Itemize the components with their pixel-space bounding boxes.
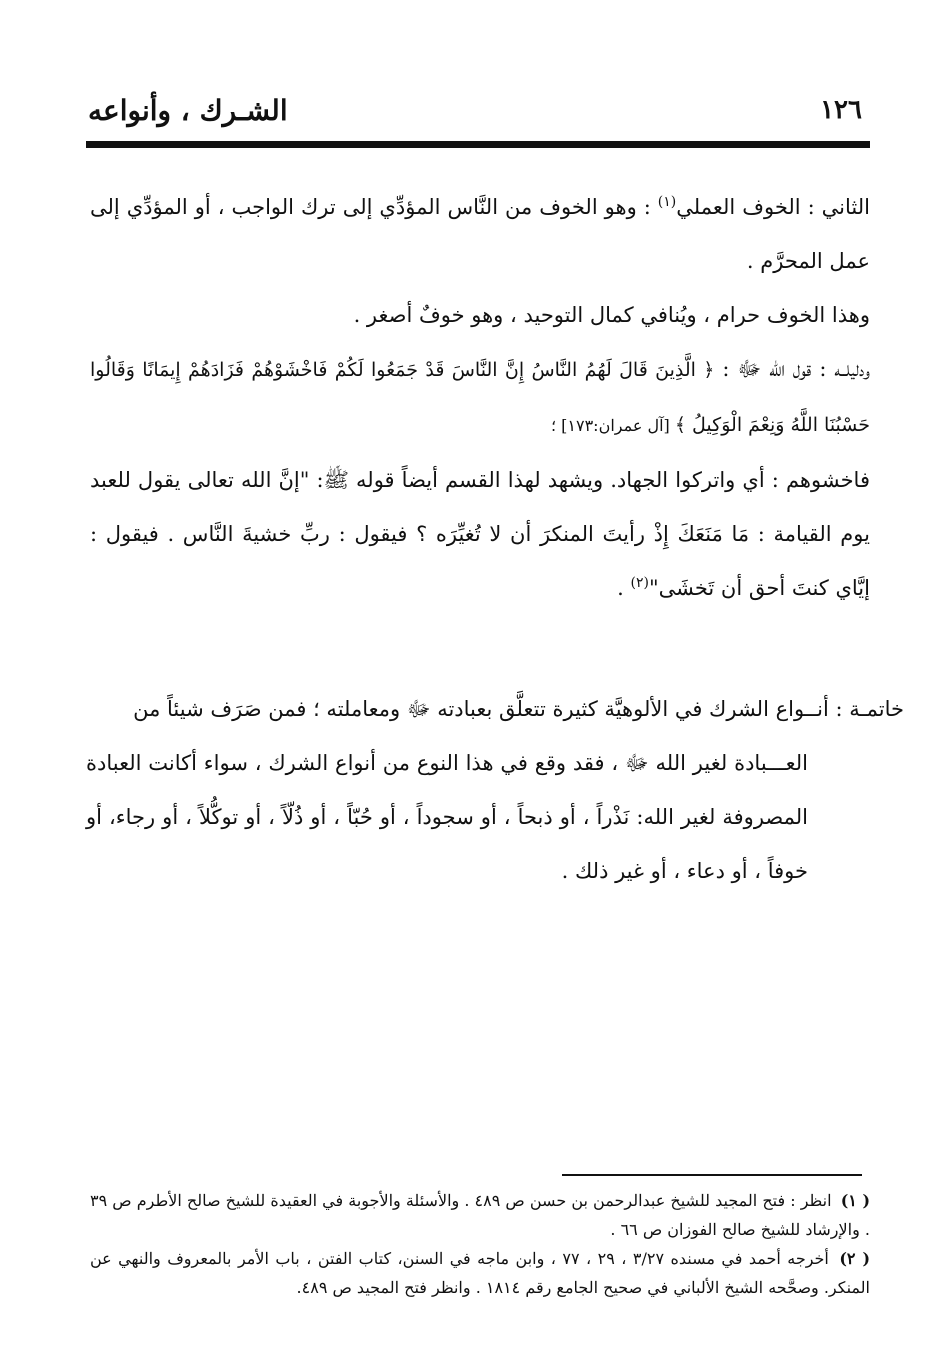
conclusion-section	[86, 682, 904, 898]
paragraph-text: الثاني : الخوف العملي	[676, 195, 870, 219]
running-title: الشـرك ، وأنواعه	[88, 93, 288, 127]
footnotes	[90, 1186, 870, 1302]
paragraph-hadith	[90, 453, 870, 615]
conclusion-text: العـــبادة لغير الله ﷻ ، فقد وقع في هذا النوع من أنواع الشرك ، سواء أكانت العبادة المصروفة لغير الله: نَذْراً ، أو ذبحاً ، أو سجوداً ، أو حُبّاً ، أو ذُلّاً ، أو توكُّلاً ، أو رجاء، أو خوفاً ، أو دعاء ، أو غير ذلك .	[86, 751, 808, 883]
paragraph-evidence	[90, 342, 870, 453]
header-rule	[86, 141, 870, 148]
footnote-ref-2: (٢)	[630, 575, 649, 591]
evidence-intro: ودليلــه : قول الله ﷻ :	[714, 357, 870, 381]
quran-verse: ﴿ الَّذِينَ قَالَ لَهُمُ النَّاسُ إِنَّ النَّاسَ قَدْ جَمَعُوا لَكُمْ فَاخْشَوْهُمْ فَزَادَهُمْ إِيمَانًا وَقَالُوا حَسْبُنَا اللَّهُ وَنِعْمَ الْوَكِيلُ ﴾	[90, 359, 870, 436]
footnote-number: ( ١)	[840, 1191, 871, 1210]
hadith-text: فاخشوهم : أي واتركوا الجهاد. ويشهد لهذا القسم أيضاً قوله ﷺ: "إنَّ الله تعالى يقول للعبد يوم القيامة : مَا مَنَعَكَ إِذْ رأيتَ المنكرَ أن لا تُغيِّرَه ؟ فيقول : ربِّ خشيةَ النَّاس . فيقول : إيَّاي كنتَ أحق أن تَخشَى"	[90, 468, 870, 600]
verse-citation: [آل عمران:١٧٣] ؛	[550, 416, 675, 435]
conclusion-first-line: خاتمـة : أنــواع الشرك في الألوهيَّة كثيرة تتعلَّق بعبادته ﷻ ومعاملته ؛ فمن صَرَف شيئاً من	[133, 697, 904, 721]
footnote-number: ( ٢)	[839, 1249, 871, 1268]
footnote-1	[90, 1186, 870, 1244]
paragraph-practical-fear	[90, 180, 870, 288]
footnote-rule	[562, 1174, 862, 1176]
page-number: ١٢٦	[820, 95, 862, 125]
footnote-2	[90, 1244, 870, 1302]
paragraph-text: : وهو الخوف من النَّاس المؤدِّي إلى ترك الواجب ، أو المؤدِّي إلى عمل المحرَّم .	[90, 195, 870, 273]
paragraph-text: .	[617, 576, 631, 600]
footnote-text: انظر : فتح المجيد للشيخ عبدالرحمن بن حسن ص ٤٨٩ . والأسئلة والأجوبة في العقيدة للشيخ صالح الأطرم ص ٣٩ . والإرشاد للشيخ صالح الفوزان ص ٦٦ .	[90, 1191, 870, 1239]
paragraph-ruling: وهذا الخوف حرام ، ويُنافي كمال التوحيد ، وهو خوفٌ أصغر .	[353, 303, 870, 327]
page-header	[88, 88, 862, 132]
footnote-text: أخرجه أحمد في مسنده ٣/٢٧ ، ٢٩ ، ٧٧ ، وابن ماجه في السنن، كتاب الفتن ، باب الأمر بالمعروف والنهي عن المنكر. وصحَّحه الشيخ الألباني في صحيح الجامع رقم ١٨١٤ . وانظر فتح المجيد ص ٤٨٩.	[90, 1249, 870, 1297]
main-text	[90, 180, 870, 615]
footnote-ref-1: (١)	[657, 194, 677, 210]
